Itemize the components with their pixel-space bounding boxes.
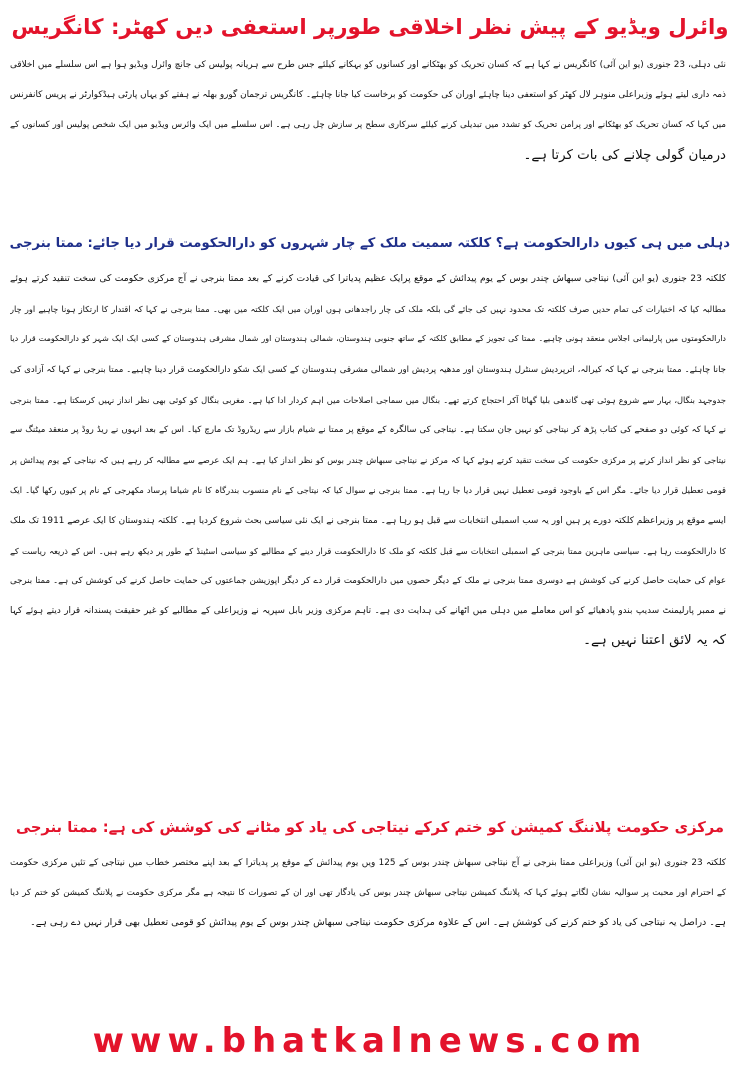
article2-body (10, 264, 726, 726)
article-text-line: کا دارالحکومت رہا ہے۔ سیاسی ماہرین ممتا بنرجی کے اسمبلی انتخابات سے قبل کلکتہ کو ملک کا دارالحکومت قرار دینے کے مطالبے کو سیاسی اسٹینڈ کے طور پر دیکھ رہے ہیں۔ اس کے ذریعہ ریاست کے (10, 545, 726, 556)
article-text-line: درمیان گولی چلانے کی بات کرتا ہے۔ (523, 147, 726, 163)
article-text-line: نئی دہلی، 23 جنوری (یو این آئی) کانگریس نے کہا ہے کہ کسان تحریک کو بھٹکانے اور کسانوں کو بہکانے کیلئے جس طرح سے ہریانہ پولیس کی جانچ وائرل ویڈیو ہوا ہے اس سلسلے میں اخلاقی (10, 60, 726, 70)
article-text-line: ایسے موقع پر وزیراعظم کلکتہ دورے پر ہیں اور یہ سب اسمبلی انتخابات سے قبل ہو رہا ہے۔ ممتا بنرجی نے ایک نئی سیاسی بحث شروع کردیا ہے۔ کلکتہ ہندوستان کا ایک عرصے 1911 تک ملک (10, 515, 726, 526)
article1-headline: وائرل ویڈیو کے پیش نظر اخلاقی طورپر استعفی دیں کھٹر: کانگریس (11, 15, 729, 40)
article-text-line: ذمہ داری لیتے ہوئے وزیراعلی منوہر لال کھٹر کو استعفی دینا چاہئے اوران کی حکومت کو برخاست کیا جانا چاہئے۔ کانگریس ترجمان گورو بھلہ نے ہفتے کو یہاں پارٹی ہیڈکوارٹر نے پریس کانفرنس (10, 90, 726, 101)
article-text-line: کے احترام اور محبت پر سوالیہ نشان لگاتے ہوئے کہا کہ پلاننگ کمیشن نیتاجی سبھاش چندر بوس کی یادگار تھی اور ان کے تصورات کا نتیجہ ہے مگر مرکزی حکومت نے پلاننگ کمیشن کو ختم کر دیا (10, 888, 726, 899)
article-text-line: کلکتہ 23 جنوری (یو این آئی) نیتاجی سبھاش چندر بوس کے یوم پیدائش کے موقع پرایک عظیم پدیاترا کی قیادت کرنے کے بعد ممتا بنرجی نے آج مرکزی حکومت کی سخت تنقید کرتے ہوئے (10, 273, 726, 284)
article-text-line: مطالبہ کیا کہ اختیارات کی تمام حدیں صرف کلکتہ تک محدود نہیں کی جائے گی بلکہ ملک کی چار راجدھانی ہوں اوران میں ایک کلکتہ میں بھی۔ ممتا بنرجی نے کہا کہ اقتدار کا ارتکاز ہونا چاہیے اور چار (10, 304, 726, 315)
article-text-line: جانا چاہئے۔ ممتا بنرجی نے کہا کہ کیرالہ، اترپردیش سنٹرل ہندوستان اور مدھیہ پردیش اور شمالی مشرقی ہندوستان کے کسی ایک شکو دارالحکومت قرار دینا چاہیے۔ ممتا بنرجی نے کہا کہ آزادی کی (10, 364, 726, 375)
article1-body (10, 50, 726, 210)
article-text-line: جدوجہد بنگال، بہار سے شروع ہوئی تھی گاندھی بلیا گھاٹا آکر احتجاج کرتے تھے۔ بنگال میں سماجی اصلاحات میں اہم کردار ادا کیا ہے۔ مغربی بنگال کو کوئی بھی نظر انداز نہیں کرسکتا ہے۔ ممتا بنرجی (10, 394, 726, 405)
article-text-line: قومی تعطیل قرار دیا جائے۔ مگر اس کے باوجود قومی تعطیل نہیں قرار دیا جا رہا ہے۔ ممتا بنرجی نے سوال کیا کہ نیتاجی کے نام منسوب بندرگاہ کا نام شیاما پرساد مکھرجی کے نام پر کیوں رکھا گیا۔ ایک (10, 485, 726, 496)
article-text-line: نے ممبر پارلیمنٹ سدیپ بندو پادھیائے کو اس معاملے میں دہلی میں اٹھانے کی ہدایت دی ہے۔ تاہم مرکزی وزیر بابل سپریہ نے وزیراعلی کے مطالبے کو غیر حقیقت پسندانہ قرار دیتے ہوئے کہا (10, 606, 726, 617)
website-footer: www.bhatkalnews.com (92, 1021, 648, 1061)
article-text-line: میں کہا کہ کسان تحریک کو بھٹکانے اور پرامن تحریک کو تشدد میں تبدیلی کرنے کیلئے سرکاری سطح پر سازش چل رہی ہے۔ اس سلسلے میں ایک وائرس ویڈیو میں ایک شخص پولیس اور کسانوں کے (10, 120, 726, 131)
article-text-line: نے کہا کہ کوئی دو صفحے کی کتاب پڑھ کر نیتاجی کو نہیں جان سکتا ہے۔ نیتاجی کی سالگرہ کے موقع پر ممتا نے شیام بازار سے ریڈروڈ تک مارچ کیا۔ اس کے بعد انہوں نے ریڈ روڈ پر منعقد میٹنگ سے (10, 424, 726, 435)
article3-body (10, 848, 726, 982)
article-text-line: دارالحکومتوں میں پارلیمانی اجلاس منعقد ہونی چاہیے۔ ممتا کی تجویز کے مطابق کلکتہ کے ساتھ جنوبی ہندوستان، شمالی ہندوستان اور شمال مشرقی ہندوستان کے کسی ایک ایک شہر کو دارالحکومت قرار دیا (10, 334, 726, 344)
article-text-line: کہ یہ لائق اعتنا نہیں ہے۔ (583, 633, 726, 649)
article-text-line: ہے۔ دراصل یہ نیتاجی کی یاد کو ختم کرنے کی کوشش ہے۔ اس کے علاوہ مرکزی حکومت نیتاجی سبھاش چندر بوس کے یوم پیدائش کو قومی تعطیل بھی قرار نہیں دے رہی ہے۔ (30, 917, 726, 929)
article-text-line: نیتاجی کو نظر انداز کرنے پر مرکزی حکومت کی سخت تنقید کرتے ہوئے کہا کہ مرکز نے نیتاجی سبھاش چندر بوس کو نظر انداز کیا ہے۔ ہم ایک عرصے سے مطالبہ کر رہے ہیں کہ نیتاجی کے یوم پیدائش پر (10, 455, 726, 466)
article3-headline: مرکزی حکومت پلاننگ کمیشن کو ختم کرکے نیتاجی کی یاد کو مٹانے کی کوشش کی ہے: ممتا بنرجی (15, 819, 724, 836)
article-text-line: عوام کی حمایت حاصل کرنے کی کوشش ہے دوسری ممتا بنرجی نے ملک کے دیگر حصوں میں دارالحکومت قرار دے کر دیگر اپوزیشن جماعتوں کی حمایت حاصل کرنے کی کوشش کی ہے۔ ممتا بنرجی (10, 575, 726, 586)
article2-headline: دہلی میں ہی کیوں دارالحکومت ہے؟ کلکتہ سمیت ملک کے چار شہروں کو دارالحکومت قرار دیا جائے: ممتا بنرجی (10, 236, 730, 251)
article-text-line: کلکتہ 23 جنوری (یو این آئی) وزیراعلی ممتا بنرجی نے آج نیتاجی سبھاش چندر بوس کے 125 ویں یوم پیدائش کے موقع پر پدیاترا کے بعد اپنے مختصر خطاب میں نیتاجی کے تئیں مرکزی حکومت (10, 858, 726, 868)
